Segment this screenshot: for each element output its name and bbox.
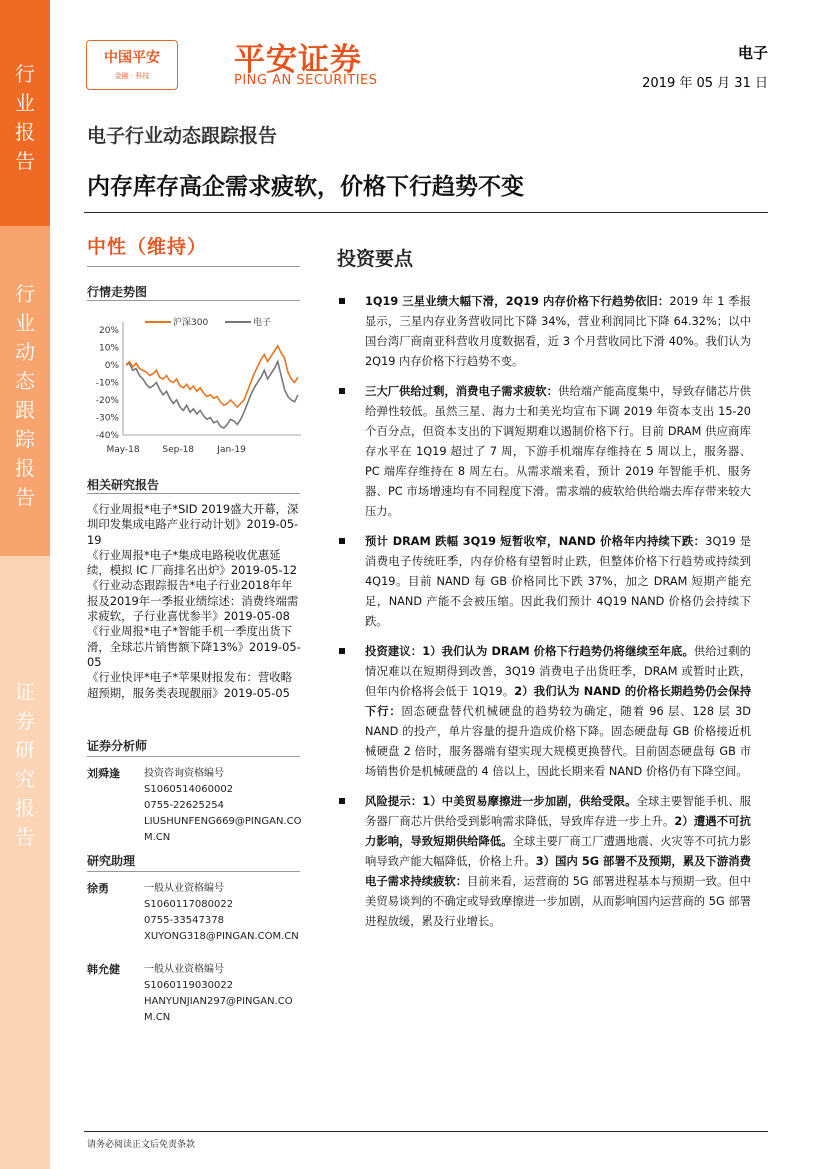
y-tick-label: 0% [104, 361, 119, 371]
investment-point: 1Q19 三星业绩大幅下滑，2Q19 内存价格下行趋势依旧：2019 年 1 季报显示，三星内存业务营收同比下降 34%，营业利润同比下降 64.32%；以中国台湾厂商南亚科营收月度数据看，近 3 个月营收同比下滑 40%。我们认为 2Q19 内存价格下行趋势不变。 [337, 292, 751, 372]
market-chart [87, 310, 302, 460]
investment-points [337, 292, 751, 942]
analyst-name: 刘舜逢 [87, 767, 120, 780]
sector-label: 电子 [737, 44, 768, 62]
side-label-research: 证 券 研 究 报 告 [15, 680, 35, 849]
legend-label-hs300: 沪深300 [173, 318, 209, 328]
x-tick-label: May-18 [106, 445, 140, 455]
assistant-heading: 研究助理 [87, 854, 136, 868]
assistant-name: 徐勇 [87, 882, 109, 895]
related-heading: 相关研究报告 [87, 478, 160, 492]
y-tick-label: -20% [95, 396, 119, 406]
analyst-email[interactable]: LIUSHUNFENG669@PINGAN.COM.CN [144, 816, 302, 843]
brand-name-cn: 平安证券 [234, 42, 362, 78]
related-report-item[interactable]: 《行业周报*电子*SID 2019盛大开幕，深圳印发集成电路产业行动计划》2019-05-19 [87, 502, 299, 547]
bullet-icon [339, 388, 345, 394]
assistant-name: 韩允健 [87, 963, 120, 976]
bullet-icon [339, 798, 345, 804]
chart-legend [145, 316, 271, 328]
footer-disclaimer[interactable]: 请务必阅读正文后免责条款 [87, 1140, 196, 1150]
related-divider [87, 493, 300, 494]
investment-advice: 投资建议：1）我们认为 DRAM 价格下行趋势仍将继续至年底。供给过剩的情况难以在短期得到改善，3Q19 消费电子出货旺季，DRAM 或暂时止跌，但年内价格将会低于 1Q19。2）我们认为 NAND 的价格长期趋势仍会保持下行：固态硬盘替代机械硬盘的趋势较为确定，随着 96 层、128 层 3D NAND 的投产，单片容量的提升造成价格下降。固态硬盘每 GB 价格接近机械硬盘 2 倍时，服务器端有望实现大规模更换替代。目前固态硬盘每 GB 市场销售价是机械硬盘的 4 倍以上，因此长期来看 NAND 价格仍有下降空间。 [337, 642, 751, 782]
y-tick-label: 10% [98, 343, 119, 354]
market-heading: 行情走势图 [87, 285, 148, 299]
report-date: 2019 年 05 月 31 日 [642, 76, 768, 91]
series-line-电子 [126, 362, 298, 429]
y-tick-label: -30% [95, 413, 119, 424]
y-tick-label: 20% [98, 326, 119, 336]
related-reports-list [87, 502, 302, 701]
investment-point: 预计 DRAM 跌幅 3Q19 短暂收窄，NAND 价格年内持续下跌：3Q19 是消费电子传统旺季，内存价格有望暂时止跌，但整体价格下行趋势或持续到 4Q19。目前 NAND 每 GB 价格同比下跌 37%，加之 DRAM 短期产能充足，NAND 产能不会被压缩。因此我们预计 4Q19 NAND 价格仍会持续下跌。 [337, 532, 751, 632]
assistant-email[interactable]: HANYUNJIAN297@PINGAN.COM.CN [144, 996, 293, 1023]
y-tick-label: -40% [95, 431, 119, 441]
bullet-icon [339, 298, 345, 304]
report-subtitle: 电子行业动态跟踪报告 [87, 125, 278, 147]
assistant-info: 一般从业资格编号 S1060117080022 0755-33547378 XUYONG318@PINGAN.COM.CN [144, 881, 304, 945]
pingan-logo: 中国平安 金融 · 科技 [86, 40, 178, 90]
header-divider [84, 212, 768, 213]
analyst-divider [87, 756, 300, 757]
assistant-divider [87, 871, 300, 872]
footer-divider [84, 1131, 768, 1132]
series-line-沪深300 [126, 346, 298, 407]
analyst-info: 投资咨询资格编号 S1060514060002 0755-22625254 LIUSHUNFENG669@PINGAN.COM.CN [144, 766, 304, 846]
assistant-card [87, 962, 304, 1032]
x-tick-label: Jan-19 [217, 445, 246, 455]
related-report-item[interactable]: 《行业周报*电子*集成电路税收优惠延续，模拟 IC 厂商排名出炉》2019-05-12 [87, 547, 298, 578]
assistant-email[interactable]: XUYONG318@PINGAN.COM.CN [144, 931, 299, 942]
brand-name-en: PING AN SECURITIES [234, 73, 378, 88]
bullet-icon [339, 648, 345, 654]
rating-divider [87, 266, 300, 267]
side-label-tracking: 行 业 动 态 跟 踪 报 告 [15, 282, 35, 509]
side-label-report: 行 业 报 告 [15, 62, 35, 173]
assistant-info: 一般从业资格编号 S1060119030022 HANYUNJIAN297@PINGAN.COM.CN [144, 962, 304, 1026]
side-band-bottom [0, 556, 50, 1169]
related-report-item[interactable]: 《行业快评*电子*苹果财报发布：营收略超预期，服务类表现靓丽》2019-05-05 [87, 670, 293, 700]
x-tick-label: Sep-18 [162, 445, 195, 455]
rating: 中性（维持） [87, 236, 208, 258]
legend-label-electronics: 电子 [253, 318, 272, 328]
risk-warning: 风险提示：1）中美贸易摩擦进一步加剧，供给受限。全球主要智能手机、服务器厂商芯片供给受到影响需求降低，导致库存进一步上升。2）遭遇不可抗力影响，导致短期供给降低。全球主要厂商工厂遭遇地震、火灾等不可抗力影响导致产能大幅降低，价格上升。3）国内 5G 部署不及预期，累及下游消费电子需求持续疲软：目前来看，运营商的 5G 部署进程基本与预期一致。但中美贸易谈判的不确定或导致摩擦进一步加剧，从而影响国内运营商的 5G 部署进程放缓，累及行业增长。 [337, 792, 751, 932]
y-tick-label: -10% [95, 378, 119, 389]
bullet-icon [339, 538, 345, 544]
related-report-item[interactable]: 《行业动态跟踪报告*电子行业2018年年报及2019年一季报业绩综述：消费终端需求疲软，子行业喜忧参半》2019-05-08 [87, 578, 299, 624]
report-title: 内存库存高企需求疲软，价格下行趋势不变 [87, 174, 524, 200]
market-divider [87, 300, 300, 301]
analyst-card [87, 766, 304, 846]
related-report-item[interactable]: 《行业周报*电子*智能手机一季度出货下滑，全球芯片销售额下降13%》2019-05-05 [87, 624, 301, 669]
analyst-heading: 证券分析师 [87, 739, 148, 753]
investment-heading: 投资要点 [337, 248, 414, 270]
investment-point: 三大厂供给过剩，消费电子需求疲软：供给端产能高度集中，导致存储芯片供给弹性较低。虽然三星、海力士和美光均宣布下调 2019 年资本支出 15-20 个百分点，但资本支出的下调短期难以遏制价格下行。目前 DRAM 供应商库存水平在 1Q19 超过了 7 周，下游手机端库存维持在 5 周以上，服务器、PC 端库存维持在 8 周左右。从需求端来看，预计 2019 年智能手机、服务器、PC 市场增速均有不同程度下滑。需求端的疲软给供给端去库存带来较大压力。 [337, 382, 751, 522]
assistant-card [87, 881, 304, 951]
